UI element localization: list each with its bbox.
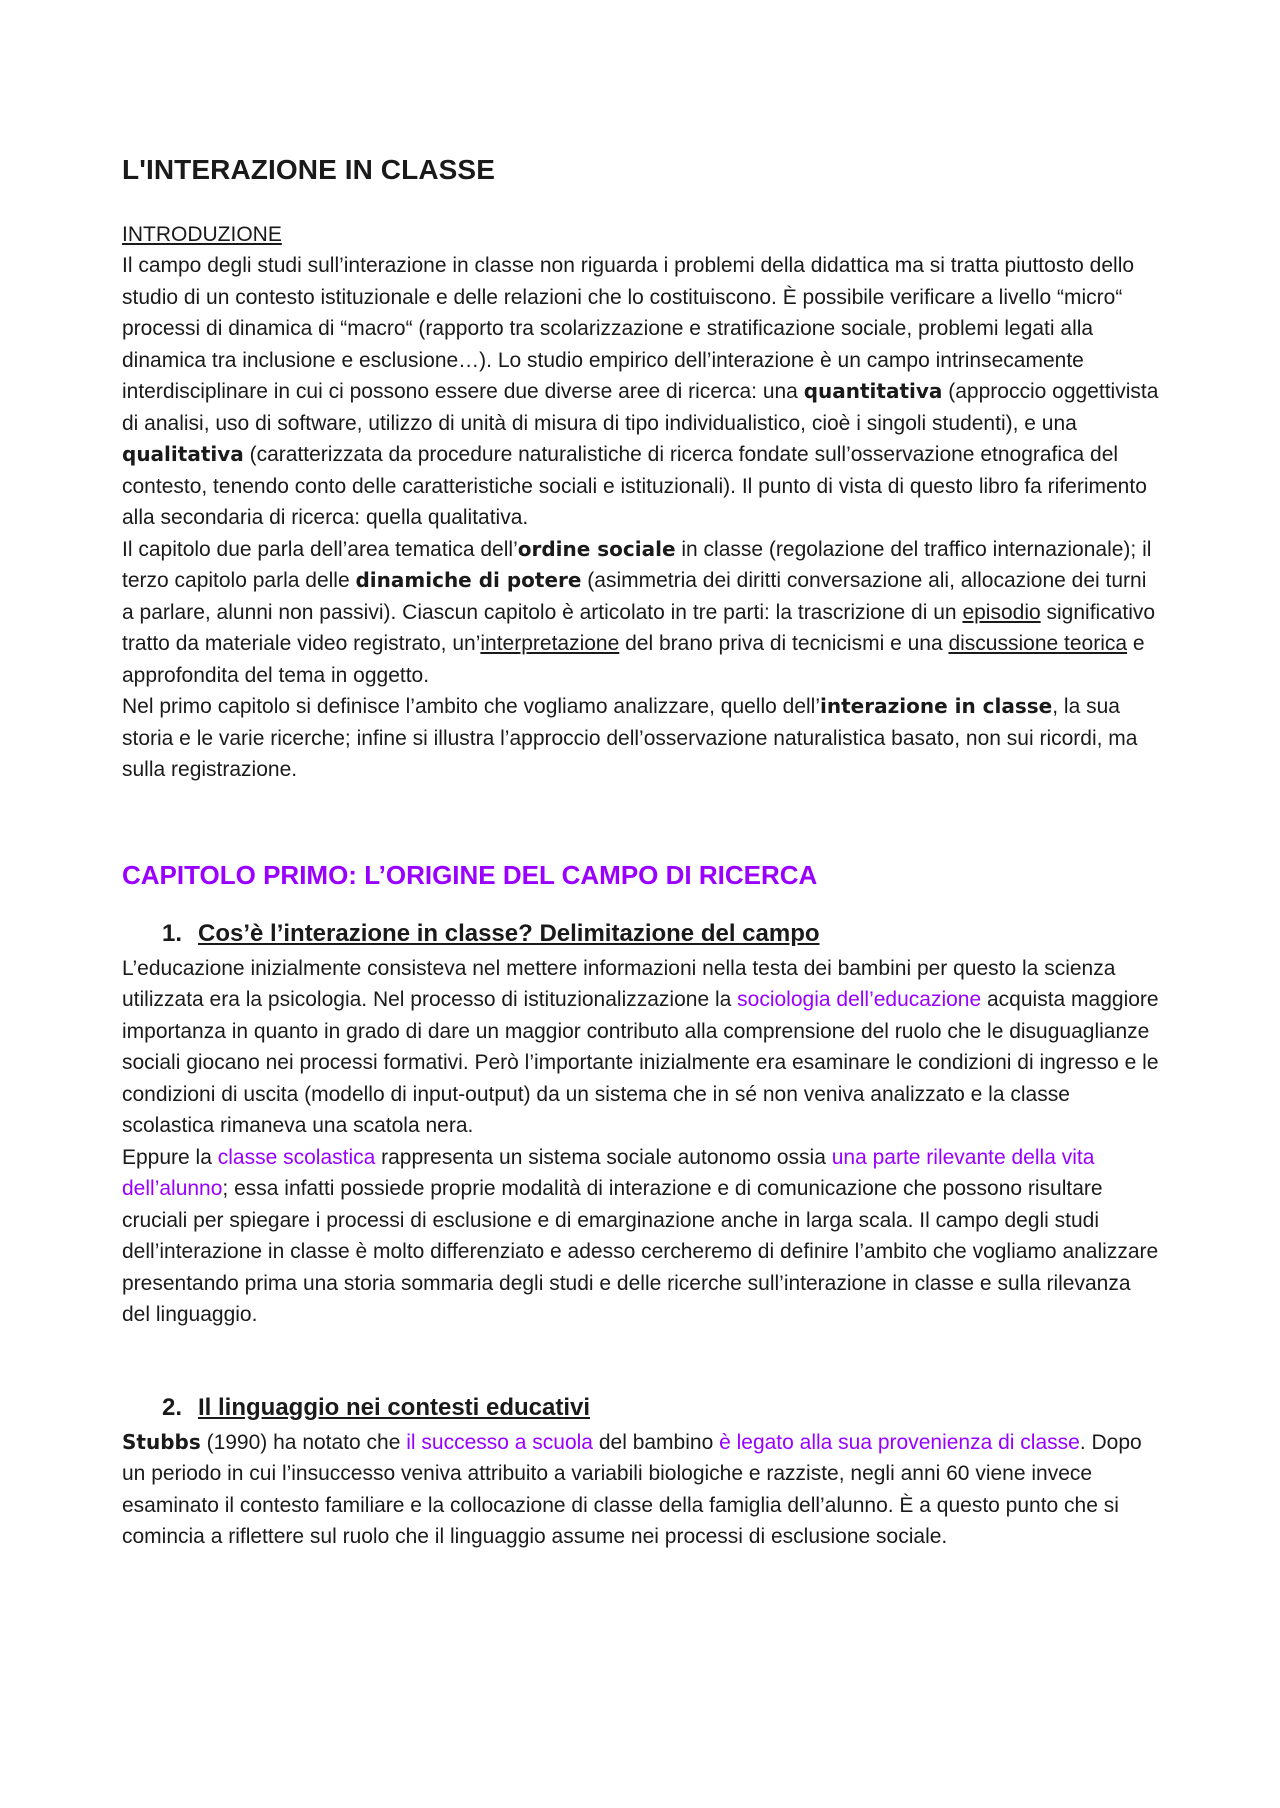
text-run: Il campo degli studi sull’interazione in classe non riguarda i problemi della didattica ma si tratta piuttosto dello studio di un contesto istituzionale e delle relazioni che lo costituiscono. È possibile verificare a livello “micro“ processi di dinamica di “macro“ (rapporto tra scolarizzazione e stratificazione sociale, problemi legati alla dinamica tra inclusione e esclusione…). Lo studio empirico dell’interazione è un campo intrinsecamente interdisciplinare in cui ci possono essere due diverse aree di ricerca: una xyxy=(122,254,1135,403)
text-run: acquista maggiore importanza in quanto in grado di dare un maggior contributo alla comprensione del ruolo che le disuguaglianze sociali giocano nei processi formativi. Però l’importante inizialmente era esaminare le condizioni di ingresso e le condizioni di uscita (modello di input-output) da un sistema che in sé non veniva analizzato e la classe scolastica rimaneva una scatola nera. xyxy=(122,988,1159,1137)
text-run: (1990) ha notato che xyxy=(200,1430,407,1454)
highlight-parte-rilevante: una parte rilevante della vita dell’alunno xyxy=(122,1145,1095,1200)
text-run: L’educazione inizialmente consisteva nel mettere informazioni nella testa dei bambini per questo la scienza utilizzata era la psicologia. Nel processo di istituzionalizzazione la xyxy=(122,956,1116,1011)
text-run: Il capitolo due parla dell’area tematica dell’ xyxy=(122,537,518,561)
text-run: rappresenta un sistema sociale autonomo ossia xyxy=(375,1145,832,1169)
text-run: significativo tratto da materiale video registrato, un’ xyxy=(122,600,1156,655)
section-gap xyxy=(122,1331,1160,1393)
text-run: (approccio oggettivista di analisi, uso di software, utilizzo di unità di misura di tipo individualistico, cioè i singoli studenti), e una xyxy=(122,380,1159,435)
text-run: (asimmetria dei diritti conversazione ali, allocazione dei turni a parlare, alunni non passivi). Ciascun capitolo è articolato in tre parti: la trascrizione di un xyxy=(122,569,1147,624)
intro-label: INTRODUZIONE xyxy=(122,223,282,246)
text-run: Nel primo capitolo si definisce l’ambito che vogliamo analizzare, quello dell’ xyxy=(122,695,821,718)
intro-paragraph-2 xyxy=(122,534,1160,692)
underlined-term-interpretazione: interpretazione xyxy=(480,632,620,655)
highlight-provenienza-classe: è legato alla sua provenienza di classe xyxy=(719,1430,1080,1454)
section-1-paragraph-1 xyxy=(122,953,1160,1142)
bold-term-interazione-in-classe: interazione in classe xyxy=(820,694,1053,718)
bold-term-dinamiche-di-potere: dinamiche di potere xyxy=(355,568,582,592)
intro-paragraph-3 xyxy=(122,691,1160,786)
bold-term-ordine-sociale: ordine sociale xyxy=(517,536,676,561)
document-title: L'INTERAZIONE IN CLASSE xyxy=(122,154,495,185)
section-1-heading xyxy=(122,919,1160,949)
text-run: in classe (regolazione del traffico internazionale); il terzo capitolo parla delle xyxy=(122,537,1152,592)
text-run: , la sua storia e le varie ricerche; infine si illustra l’approccio dell’osservazione naturalistica basato, non sui ricordi, ma sulla registrazione. xyxy=(122,695,1138,781)
bold-term-quantitativa: quantitativa xyxy=(803,379,943,403)
text-run: del bambino xyxy=(593,1430,720,1454)
chapter-1-title: CAPITOLO PRIMO: L’ORIGINE DEL CAMPO DI RICERCA xyxy=(122,859,818,890)
text-run: e approfondita del tema in oggetto. xyxy=(122,632,1145,687)
bold-term-stubbs: Stubbs xyxy=(122,1429,201,1454)
section-number: 2. xyxy=(162,1393,183,1421)
section-1-paragraph-2 xyxy=(122,1142,1160,1331)
section-2-paragraph-1 xyxy=(122,1427,1160,1553)
section-2-heading xyxy=(122,1393,1160,1423)
section-title: Cos’è l’interazione in classe? Delimitazione del campo xyxy=(198,919,820,947)
text-run: (caratterizzata da procedure naturalistiche di ricerca fondate sull’osservazione etnografica del contesto, tenendo conto delle caratteristiche sociali e istituzionali). Il punto di vista di questo libro fa riferimento alla secondaria di ricerca: quella qualitativa. xyxy=(122,443,1147,529)
highlight-successo-scuola: il successo a scuola xyxy=(406,1430,593,1454)
underlined-term-discussione-teorica: discussione teorica xyxy=(948,632,1128,655)
text-run: del brano priva di tecnicismi e una xyxy=(619,632,949,655)
underlined-term-episodio: episodio xyxy=(962,600,1041,624)
section-title: Il linguaggio nei contesti educativi xyxy=(198,1393,591,1421)
highlight-classe-scolastica: classe scolastica xyxy=(217,1145,376,1169)
bold-term-qualitativa: qualitativa xyxy=(122,442,244,466)
text-run: Eppure la xyxy=(122,1145,218,1169)
intro-paragraph-1 xyxy=(122,250,1160,534)
text-run: ; essa infatti possiede proprie modalità di interazione e di comunicazione che possono risultare cruciali per spiegare i processi di esclusione e di emarginazione anche in larga scala. Il campo degli studi dell’interazione in classe è molto differenziato e adesso cercheremo di definire l’ambito che vogliamo analizzare presentando prima una storia sommaria degli studi e delle ricerche sull’interazione in classe e sulla rilevanza del linguaggio. xyxy=(122,1177,1159,1326)
section-number: 1. xyxy=(162,919,183,947)
text-run: . Dopo un periodo in cui l’insuccesso veniva attribuito a variabili biologiche e razziste, negli anni 60 viene invece esaminato il contesto familiare e la collocazione di classe della famiglia dell’alunno. È a questo punto che si comincia a riflettere sul ruolo che il linguaggio assume nei processi di esclusione sociale. xyxy=(122,1430,1142,1548)
highlight-sociologia-educazione: sociologia dell’educazione xyxy=(737,988,982,1011)
